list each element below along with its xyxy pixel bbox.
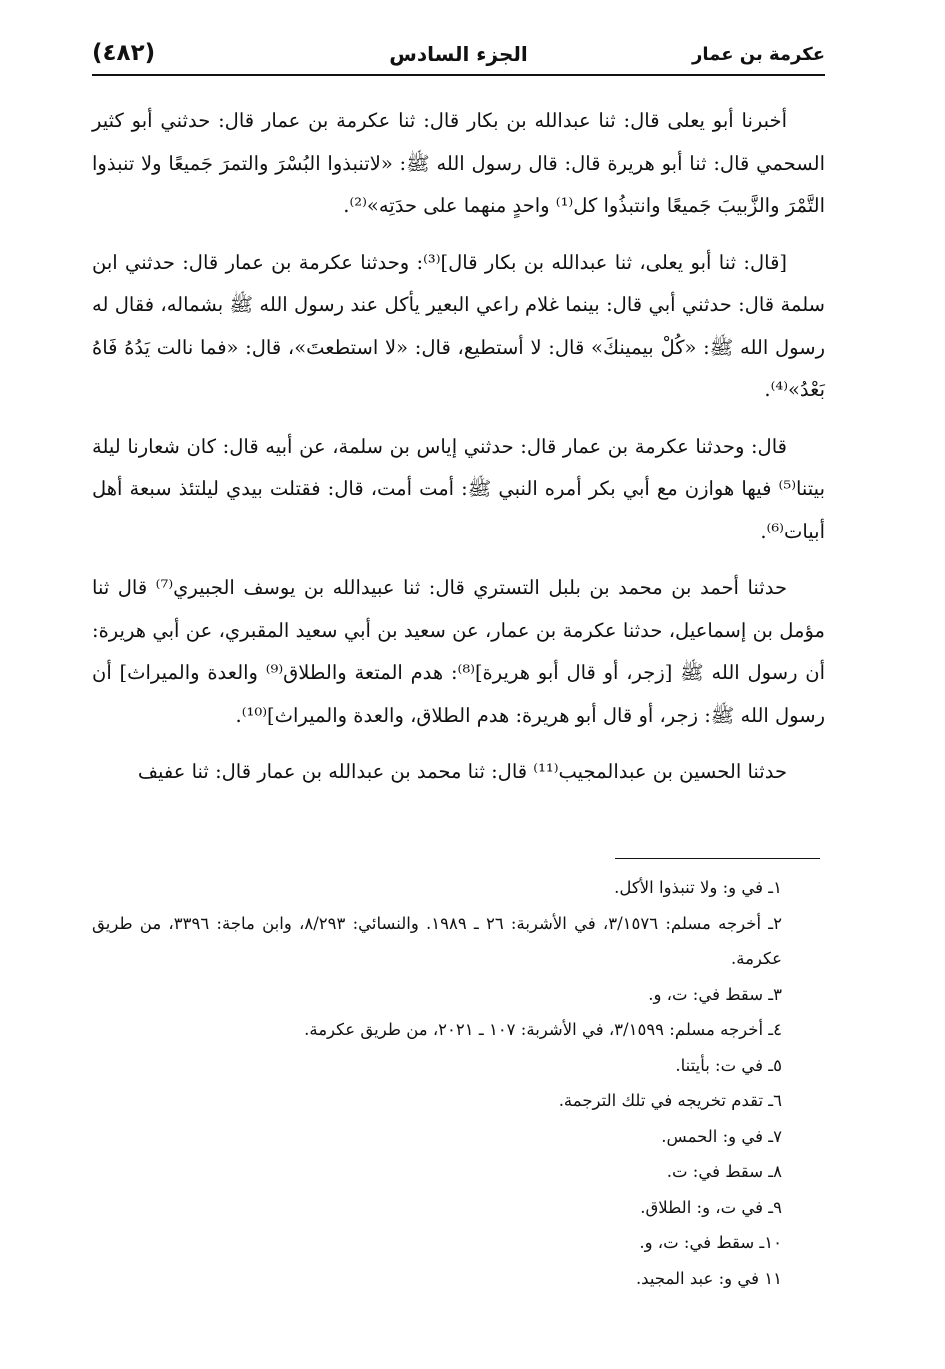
header-divider — [92, 74, 825, 76]
paragraph-3: قال: وحدثنا عكرمة بن عمار قال: حدثني إياس بن سلمة، عن أبيه قال: كان شعارنا ليلة بيتنا⁽⁵⁾ فيها هوازن مع أبي بكر أمره النبي ﷺ: أمت أمت، قال: فقتلت بيدي ليلتئذ سبعة أهل أبيات⁽⁶⁾. — [92, 434, 825, 543]
paragraph-1: أخبرنا أبو يعلى قال: ثنا عبدالله بن بكار قال: ثنا عكرمة بن عمار قال: حدثني أبو كثير السحمي قال: ثنا أبو هريرة قال: قال رسول الله ﷺ: «لاتنبذوا البُسْرَ والتمرَ جَميعًا ولا تنبذوا التَّمْرَ والزَّبيبَ جَميعًا وانتبذُوا كل⁽¹⁾ واحدٍ منهما على حدَتِه»⁽²⁾. — [92, 109, 825, 217]
footnote-1: ١ـ في و: ولا تنبذوا الأكل. — [614, 878, 782, 897]
page-header — [92, 40, 825, 74]
footnote-11: ١١ في و: عبد المجيد. — [635, 1268, 782, 1288]
footnote-5: ٥ـ في ت: بأيتنا. — [675, 1055, 782, 1075]
footnotes-list — [92, 870, 782, 1296]
footnote-3: ٣ـ سقط في: ت، و. — [648, 984, 782, 1004]
footnote-7: ٧ـ في و: الحمس. — [661, 1126, 782, 1146]
footnote-8: ٨ـ سقط في: ت. — [666, 1162, 782, 1181]
footnote-6: ٦ـ تقدم تخريجه في تلك الترجمة. — [558, 1091, 782, 1110]
main-text — [92, 100, 825, 808]
paragraph-4: حدثنا أحمد بن محمد بن بلبل التستري قال: ثنا عبيدالله بن يوسف الجبيري⁽⁷⁾ قال ثنا مؤمل بن إسماعيل، حدثنا عكرمة بن عمار، عن سعيد بن أبي سعيد المقبري، عن أبي هريرة: أن رسول الله ﷺ [زجر، أو قال أبو هريرة]⁽⁸⁾: هدم المتعة والطلاق⁽⁹⁾ والعدة والميراث] أن رسول الله ﷺ: زجر، أو قال أبو هريرة: هدم الطلاق، والعدة والميراث]⁽¹⁰⁾. — [92, 576, 825, 727]
running-title: عكرمة بن عمار — [692, 44, 825, 65]
footnote-10: ١٠ـ سقط في: ت، و. — [639, 1233, 782, 1252]
footnote-4: ٤ـ أخرجه مسلم: ٣/١٥٩٩، في الأشربة: ١٠٧ ـ ٢٠٢١، من طريق عكرمة. — [304, 1020, 782, 1039]
paragraph-2: [قال: ثنا أبو يعلى، ثنا عبدالله بن بكار قال]⁽³⁾: وحدثنا عكرمة بن عمار قال: حدثني ابن سلمة قال: حدثني أبي قال: بينما غلام راعي البعير يأكل عند رسول الله ﷺ بشماله، فقال له رسول الله ﷺ: «كُلْ بيمينكَ» قال: لا أستطيع، قال: «لا استطعتَ»، قال: «فما نالت يَدُهُ فَاهُ بَعْدُ»⁽⁴⁾. — [92, 250, 825, 401]
footnote-divider — [615, 858, 820, 859]
footnote-9: ٩ـ في ت، و: الطلاق. — [640, 1197, 782, 1217]
paragraph-5: حدثنا الحسين بن عبدالمجيب⁽¹¹⁾ قال: ثنا محمد بن عبدالله بن عمار قال: ثنا عفيف — [137, 760, 787, 783]
volume-title: الجزء السادس — [389, 42, 528, 66]
footnote-2: ٢ـ أخرجه مسلم: ٣/١٥٧٦، في الأشربة: ٢٦ ـ ١٩٨٩. والنسائي: ٨/٢٩٣، وابن ماجة: ٣٣٩٦، من طريق عكرمة. — [92, 913, 782, 968]
page-number: (٤٨٢) — [92, 40, 156, 66]
